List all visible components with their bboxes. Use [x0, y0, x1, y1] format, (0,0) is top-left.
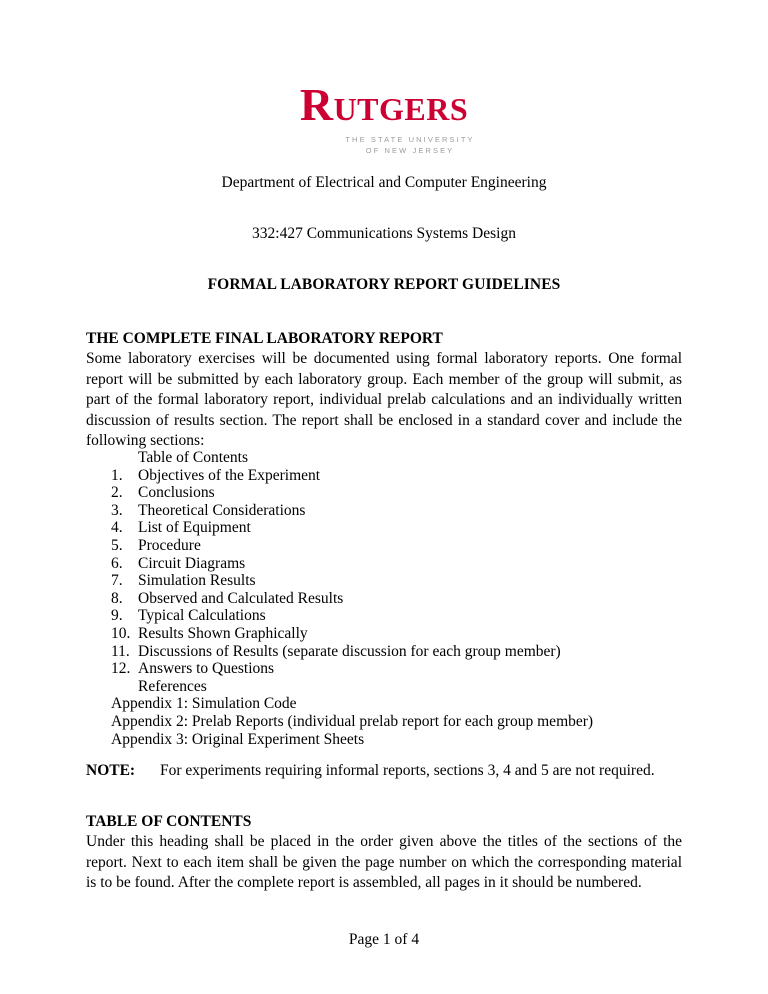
- list-item: [86, 713, 682, 731]
- list-item-label: List of Equipment: [138, 519, 251, 537]
- logo-subtitle-line-2: OF NEW JERSEY: [365, 146, 455, 155]
- list-item-number: 2.: [111, 484, 123, 502]
- list-item: [86, 484, 682, 502]
- list-item-label: Table of Contents: [138, 449, 248, 466]
- list-item-label: Answers to Questions: [138, 660, 275, 678]
- intro-section: [86, 329, 682, 452]
- list-item-number: 12.: [111, 660, 131, 678]
- list-item-label: Objectives of the Experiment: [138, 466, 321, 484]
- course-line: 332:427 Communications Systems Design: [252, 225, 516, 242]
- rutgers-wordmark: [299, 79, 469, 130]
- list-item-label: Procedure: [138, 536, 201, 554]
- list-item-label: Simulation Results: [138, 572, 256, 590]
- page-title: FORMAL LABORATORY REPORT GUIDELINES: [207, 276, 561, 293]
- list-item-label: References: [138, 677, 207, 695]
- list-item-label: Appendix 2: Prelab Reports (individual prelab report for each group member): [111, 712, 594, 730]
- table-of-contents-section: [86, 812, 682, 894]
- list-item: [86, 449, 682, 467]
- list-item-label: Theoretical Considerations: [138, 501, 306, 519]
- wordmark-initial: R: [299, 79, 334, 130]
- list-item: [86, 660, 682, 678]
- list-item-number: 10.: [111, 624, 131, 642]
- list-item-label: Conclusions: [138, 484, 215, 502]
- list-item: [86, 590, 682, 608]
- list-item: [86, 537, 682, 555]
- list-item-number: 3.: [111, 501, 123, 519]
- list-item: [86, 607, 682, 625]
- toc-heading: TABLE OF CONTENTS: [86, 813, 252, 830]
- wordmark-rest: utgers: [333, 79, 469, 130]
- note-label: NOTE:: [86, 762, 136, 779]
- list-item-number: 4.: [111, 519, 123, 537]
- list-item-number: 11.: [111, 642, 130, 660]
- list-item: [86, 678, 682, 696]
- list-item: [86, 695, 682, 713]
- list-item: [86, 572, 682, 590]
- list-item-label: Discussions of Results (separate discussion for each group member): [138, 642, 561, 660]
- list-item-label: Circuit Diagrams: [138, 554, 246, 572]
- list-item-number: 8.: [111, 589, 123, 607]
- list-item: [86, 555, 682, 573]
- list-item: [86, 625, 682, 643]
- list-item-label: Results Shown Graphically: [138, 624, 308, 642]
- list-item-number: 6.: [111, 554, 123, 572]
- list-item-number: 7.: [111, 572, 123, 590]
- list-item-number: 9.: [111, 607, 123, 625]
- list-item-label: Observed and Calculated Results: [138, 589, 344, 607]
- note-text: For experiments requiring informal reports, sections 3, 4 and 5 are not required.: [160, 762, 655, 779]
- rutgers-logo: [0, 79, 768, 156]
- list-item-number: 1.: [111, 466, 123, 484]
- list-item: [86, 519, 682, 537]
- list-item: [86, 467, 682, 485]
- list-item-label: Appendix 3: Original Experiment Sheets: [111, 730, 365, 748]
- report-sections-list: [86, 449, 682, 748]
- list-item-number: 5.: [111, 536, 123, 554]
- note-row: [86, 761, 682, 781]
- list-item: [86, 731, 682, 749]
- intro-paragraph: Some laboratory exercises will be documented using formal laboratory reports. One formal report will be submitted by each laboratory group. Each member of the group will submit, as part of the formal laboratory report, individual prelab calculations and an individually written discussion of results section. The report shall be enclosed in a standard cover and include the following sections:: [86, 350, 682, 450]
- list-item-label: Appendix 1: Simulation Code: [111, 695, 297, 713]
- list-item: [86, 502, 682, 520]
- list-item: [86, 643, 682, 661]
- logo-subtitle-line-1: THE STATE UNIVERSITY: [345, 135, 475, 144]
- department-line: Department of Electrical and Computer Engineering: [221, 174, 547, 191]
- list-item-label: Typical Calculations: [138, 607, 266, 625]
- intro-heading: THE COMPLETE FINAL LABORATORY REPORT: [86, 330, 443, 347]
- toc-paragraph: Under this heading shall be placed in the order given above the titles of the sections of the report. Next to each item shall be given the page number on which the corresponding material is to be found. After the complete report is assembled, all pages in it should be numbered.: [86, 833, 682, 892]
- rutgers-logo-subtitle: [0, 134, 768, 156]
- page-footer: Page 1 of 4: [348, 931, 420, 948]
